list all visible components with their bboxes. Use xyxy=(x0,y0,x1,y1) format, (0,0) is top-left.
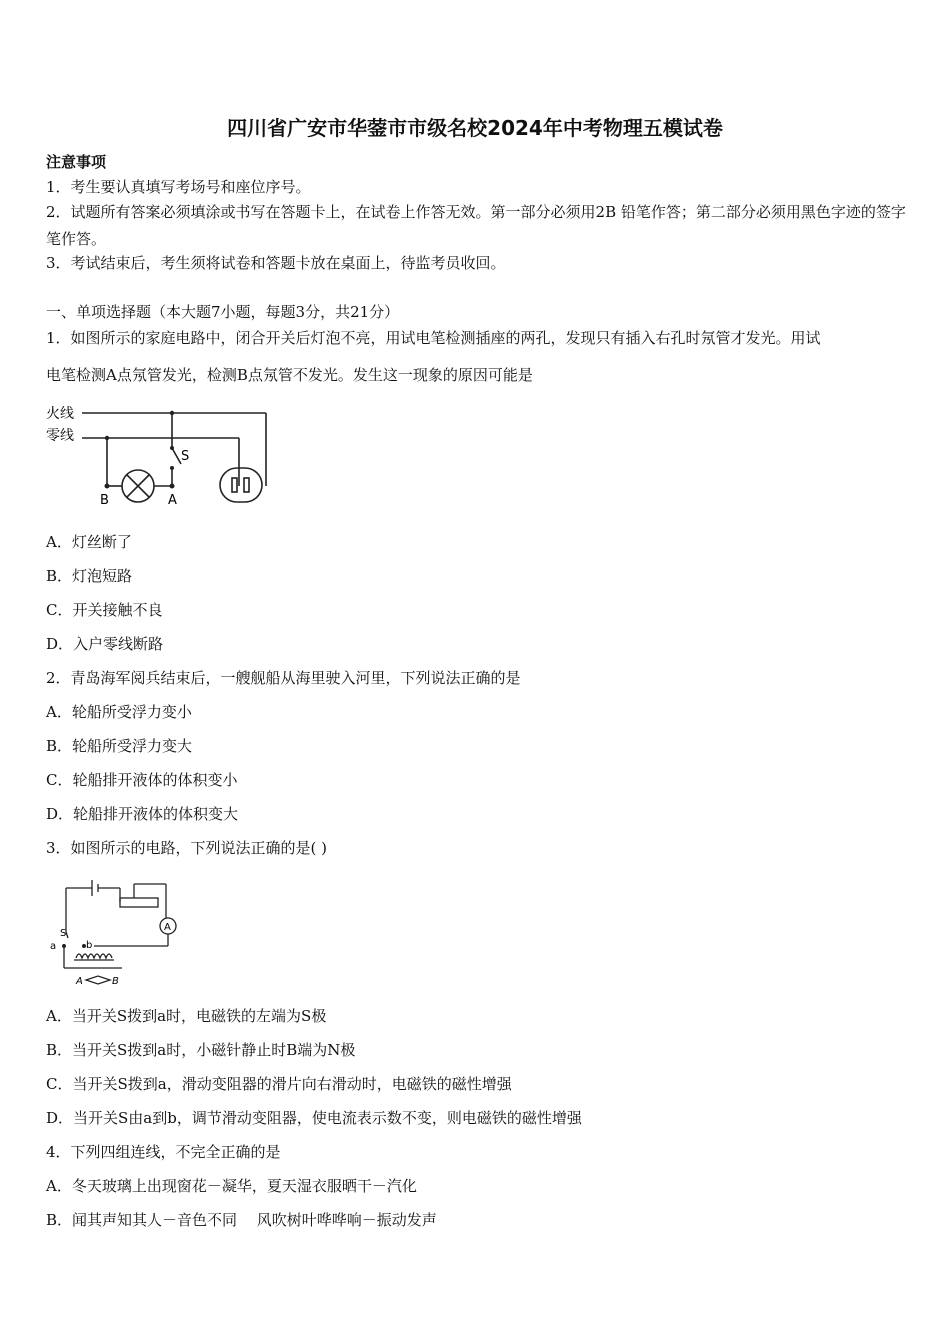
q4-option-b: B．闻其声知其人－音色不同 风吹树叶哗哗响－振动发声 xyxy=(46,1211,437,1229)
needle-a-label: A xyxy=(76,976,83,987)
q1-option-d: D．入户零线断路 xyxy=(46,635,164,653)
q3-option-b: B．当开关S拨到a时，小磁针静止时B端为N极 xyxy=(46,1041,356,1059)
point-b xyxy=(105,484,110,489)
notes-item-3: 3．考试结束后，考生须将试卷和答题卡放在桌面上，待监考员收回。 xyxy=(46,254,506,272)
ammeter-label: A xyxy=(164,922,171,933)
q3-option-a: A．当开关S拨到a时，电磁铁的左端为S极 xyxy=(46,1007,327,1025)
q3-stem: 3．如图所示的电路，下列说法正确的是( ) xyxy=(46,839,328,857)
terminal-b-label: b xyxy=(86,940,93,951)
terminal-a-label: a xyxy=(50,941,57,952)
q2-stem: 2．青岛海军阅兵结束后，一艘舰船从海里驶入河里，下列说法正确的是 xyxy=(46,669,521,687)
rheostat xyxy=(120,898,158,907)
q2-option-a: A．轮船所受浮力变小 xyxy=(46,703,192,721)
switch-blade xyxy=(172,448,181,464)
notes-item-1: 1．考生要认真填写考场号和座位序号。 xyxy=(46,178,311,196)
q2-option-c: C．轮船排开液体的体积变小 xyxy=(46,771,238,789)
socket xyxy=(220,468,262,502)
section-heading: 一、单项选择题（本大题7小题，每题3分，共21分） xyxy=(46,303,400,321)
q2-option-b: B．轮船所受浮力变大 xyxy=(46,737,193,755)
notes-item-2: 2．试题所有答案必须填涂或书写在答题卡上，在试卷上作答无效。第一部分必须用2B 铅笔作答；第二部分必须用黑色字迹的签字笔作答。 xyxy=(46,203,906,248)
q1-option-b: B．灯泡短路 xyxy=(46,567,133,585)
point-b-label: B xyxy=(100,493,109,508)
q3-switch-label: S xyxy=(60,928,67,939)
neutral-wire-label: 零线 xyxy=(46,428,74,444)
point-a-label: A xyxy=(168,493,177,508)
electromagnet-coil xyxy=(76,954,112,958)
notes-heading: 注意事项 xyxy=(46,153,107,171)
q3-option-d: D．当开关S由a到b，调节滑动变阻器，使电流表示数不变，则电磁铁的磁性增强 xyxy=(46,1109,582,1127)
live-wire-label: 火线 xyxy=(46,406,74,422)
q1-stem-line1: 1．如图所示的家庭电路中，闭合开关后灯泡不亮，用试电笔检测插座的两孔，发现只有插入右孔时氖管才发光。用试 xyxy=(46,329,821,347)
q4-stem: 4．下列四组连线，不完全正确的是 xyxy=(46,1143,281,1161)
q3-circuit-figure xyxy=(48,876,188,988)
q1-option-a: A．灯丝断了 xyxy=(46,533,132,551)
q2-option-d: D．轮船排开液体的体积变大 xyxy=(46,805,239,823)
point-a xyxy=(170,484,175,489)
q3-option-c: C．当开关S拨到a，滑动变阻器的滑片向右滑动时，电磁铁的磁性增强 xyxy=(46,1075,512,1093)
q1-circuit-figure xyxy=(44,400,284,512)
needle-b-label: B xyxy=(112,976,119,987)
q4-option-a: A．冬天玻璃上出现窗花－凝华，夏天湿衣服晒干－汽化 xyxy=(46,1177,417,1195)
q1-stem-line2: 电笔检测A点氖管发光，检测B点氖管不发光。发生这一现象的原因可能是 xyxy=(46,366,533,384)
page-title: 四川省广安市华蓥市市级名校2024年中考物理五模试卷 xyxy=(227,116,723,140)
compass-needle xyxy=(86,976,110,984)
q1-option-c: C．开关接触不良 xyxy=(46,601,163,619)
switch-label: S xyxy=(181,449,190,464)
